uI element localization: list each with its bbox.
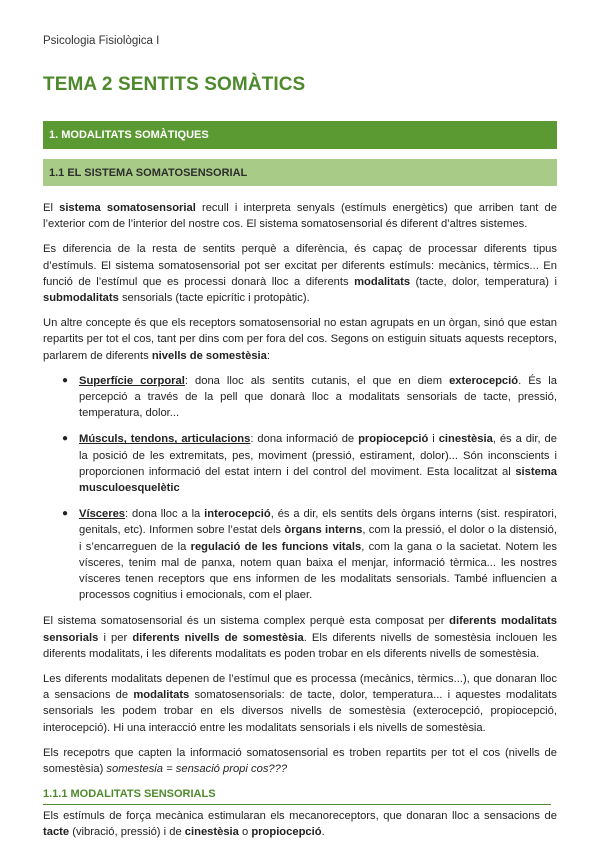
paragraph-7: Els estímuls de força mecànica estimularan els mecanoreceptors, que donaran lloc a sensacions de tacte (vibració, pressió) i de cinestèsia o propiocepció.	[43, 809, 557, 838]
section-heading-1-1	[43, 159, 557, 186]
paragraph-2: Es diferencia de la resta de sentits perquè a diferència, és capaç de processar diferents tipus d’estímuls. El sistema somatosensorial pot ser excitat per diferents estímuls: mecànics, tèrmics... En funció de l’estímul que es processi donarà lloc a diferents modalitats (tacte, dolor, temperatura) i submodalitats sensorials (tacte epicrític i protopàtic).	[43, 243, 557, 305]
body-text	[43, 200, 557, 849]
list-item-musculs: ● Músculs, tendons, articulacions: dona informació de propiocepció i cinestèsia, és a dir, de la posició de les extremitats, pes, moviment (pressió, estirament, dolor)... Són inconscients i proporcionen informació del estat intern i del control del moviment. Esta localitzat al sistema musculoesquelètic	[62, 433, 558, 495]
subsection-heading-1-1-1: 1.1.1 MODALITATS SENSORIALS	[43, 786, 551, 804]
bullet-icon: ●	[62, 508, 69, 520]
somesthesia-levels-list	[43, 373, 557, 604]
paragraph-5: Les diferents modalitats depenen de l’estímul que es processa (mecànics, tèrmics...), que donaran lloc a sensacions de modalitats somatosensorials: de tacte, dolor, temperatura... i aquestes modalitats sensorials les podem trobar en els diversos nivells de somestèsia (exterocepció, propiocepció, interocepció). Hi una interacció entre les modalitats sensorials i els nivells de somestèsia.	[43, 673, 557, 734]
list-item-superficie: ● Superfície corporal: dona lloc als sentits cutanis, el que en diem exterocepció. És la percepció a través de la pell que donarà lloc a modalitats sensorials de tacte, pressió, temperatura, dolor...	[62, 374, 557, 420]
bullet-icon: ●	[62, 374, 69, 386]
paragraph-6: Els recepotrs que capten la informació somatosensorial es troben repartits per tot el cos (nivells de somestèsia) somestesia = sensació propi cos???	[43, 746, 557, 776]
paragraph-4: El sistema somatosensorial és un sistema complex perquè esta composat per diferents modalitats sensorials i per diferents nivells de somestèsia. Els diferents nivells de somestèsia inclouen les diferents modalitats, i les diferents modalitats es poden trobar en els diferents nivells de somestèsia.	[43, 615, 558, 660]
course-header: Psicologia Fisiològica I	[43, 35, 160, 47]
paragraph-1: El sistema somatosensorial recull i interpreta senyals (estímuls energètics) que arriben tant de l’exterior com de l’interior del nostre cos. El sistema somatosensorial és diferent d’altres sistemes.	[43, 202, 558, 231]
section-heading-1	[43, 121, 557, 149]
section-heading-1-text: 1. MODALITATS SOMÀTIQUES	[49, 129, 209, 141]
paragraph-3: Un altre concepte és que els receptors somatosensorial no estan agrupats en un òrgan, sinó que estan repartits per tot el cos, tant per dins com per fora del cos. Segons on estiguin situats aquests receptors, parlarem de diferents nivells de somestèsia:	[43, 317, 557, 362]
list-item-visceres: ● Vísceres: dona lloc a la interocepció, és a dir, els sentits dels òrgans interns (sist. respiratori, genitals, etc). Informen sobre l’estat dels òrgans interns, com la pressió, el dolor o la distensió, i s’encarreguen de la regulació de les funcions vitals, com la gana o la sacietat. Notem les vísceres, tenim mal de panxa, notem quan baixa el menjar, informació tèrmica... les nostres vísceres tenen receptors que ens informen de les modalitats sensorials. També influencien a processos cognitius i emocionals, com el plaer.	[62, 508, 557, 602]
bullet-icon: ●	[62, 433, 69, 445]
page-title: TEMA 2 SENTITS SOMÀTICS	[43, 74, 306, 95]
section-heading-1-1-text: 1.1 EL SISTEMA SOMATOSENSORIAL	[49, 167, 248, 179]
